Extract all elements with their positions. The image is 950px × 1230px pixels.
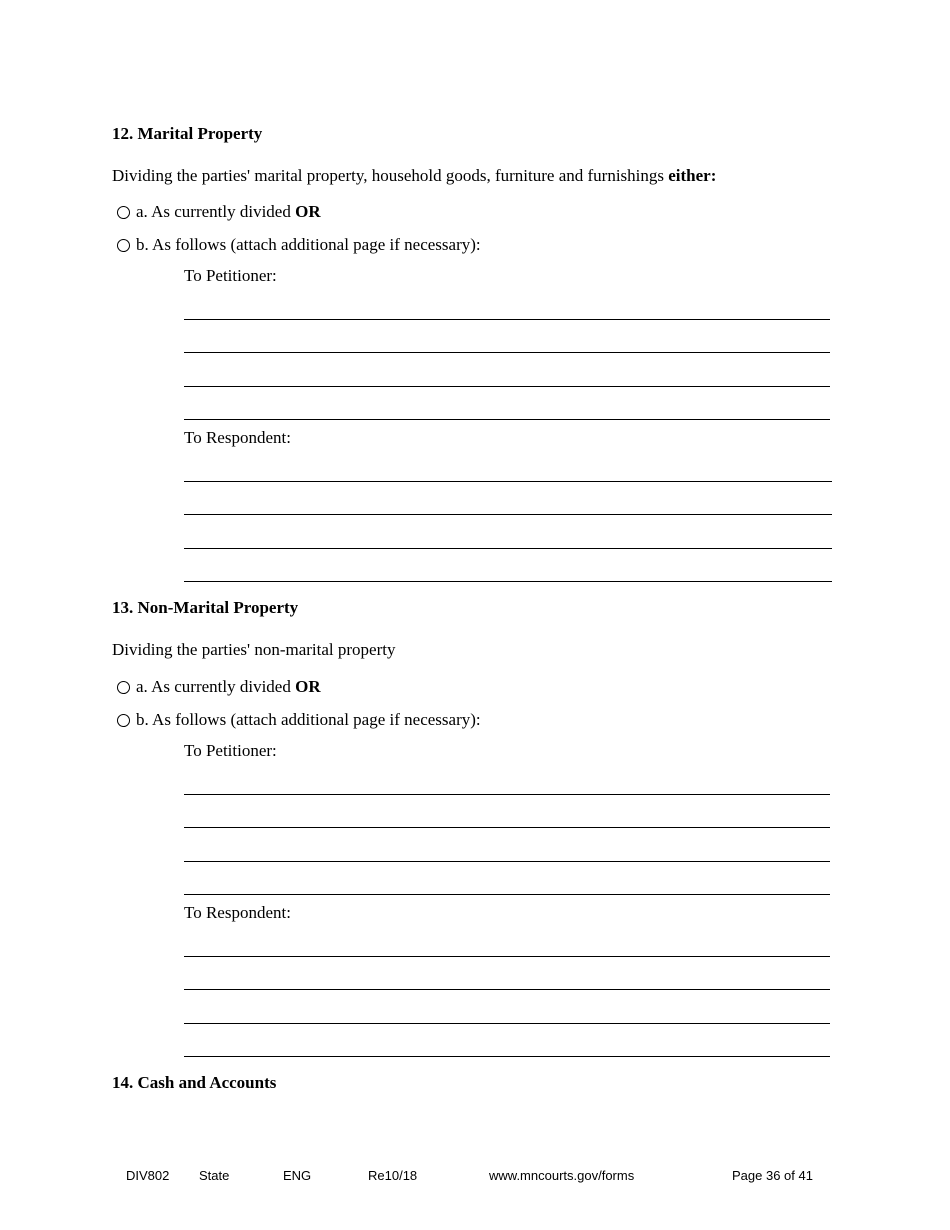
respondent-line-1[interactable] bbox=[184, 956, 830, 957]
footer-url[interactable]: www.mncourts.gov/forms bbox=[489, 1168, 635, 1183]
respondent-line-4[interactable] bbox=[184, 581, 832, 582]
section-12-intro bbox=[112, 166, 716, 186]
respondent-line-3[interactable] bbox=[184, 1023, 830, 1024]
section-13-heading: 13. Non-Marital Property bbox=[112, 598, 299, 617]
footer-page-number: Page 36 of 41 bbox=[732, 1168, 813, 1183]
section-12-option-b[interactable] bbox=[117, 235, 481, 255]
respondent-line-3[interactable] bbox=[184, 548, 832, 549]
radio-button[interactable] bbox=[117, 239, 130, 252]
petitioner-line-1[interactable] bbox=[184, 794, 830, 795]
section-12-petitioner-label: To Petitioner: bbox=[184, 266, 277, 285]
section-12-intro-text: Dividing the parties' marital property, household goods, furniture and furnishings bbox=[112, 166, 669, 185]
footer-revision: Re10/18 bbox=[368, 1168, 418, 1183]
respondent-line-2[interactable] bbox=[184, 514, 832, 515]
section-12-intro-bold: either: bbox=[668, 166, 717, 185]
respondent-line-4[interactable] bbox=[184, 1056, 830, 1057]
radio-button[interactable] bbox=[117, 206, 130, 219]
respondent-line-2[interactable] bbox=[184, 989, 830, 990]
petitioner-line-2[interactable] bbox=[184, 352, 830, 353]
option-a-or: OR bbox=[295, 202, 321, 221]
option-b-label: b. As follows (attach additional page if necessary): bbox=[136, 235, 481, 254]
petitioner-line-4[interactable] bbox=[184, 894, 830, 895]
petitioner-line-1[interactable] bbox=[184, 319, 830, 320]
section-12-respondent-label: To Respondent: bbox=[184, 428, 291, 447]
petitioner-line-3[interactable] bbox=[184, 861, 830, 862]
option-a-or: OR bbox=[295, 677, 321, 696]
radio-button[interactable] bbox=[117, 681, 130, 694]
section-13-option-a[interactable] bbox=[117, 677, 321, 697]
option-b-label: b. As follows (attach additional page if necessary): bbox=[136, 710, 481, 729]
section-13-petitioner-label: To Petitioner: bbox=[184, 741, 277, 760]
radio-button[interactable] bbox=[117, 714, 130, 727]
footer-jurisdiction: State bbox=[199, 1168, 230, 1183]
section-12-option-a[interactable] bbox=[117, 202, 321, 222]
petitioner-line-2[interactable] bbox=[184, 827, 830, 828]
option-a-label: a. As currently divided bbox=[136, 202, 291, 221]
petitioner-line-3[interactable] bbox=[184, 386, 830, 387]
option-a-label: a. As currently divided bbox=[136, 677, 291, 696]
section-13-option-b[interactable] bbox=[117, 710, 481, 730]
section-12-heading: 12. Marital Property bbox=[112, 124, 263, 143]
footer-language: ENG bbox=[283, 1168, 312, 1183]
section-14-heading: 14. Cash and Accounts bbox=[112, 1073, 277, 1092]
respondent-line-1[interactable] bbox=[184, 481, 832, 482]
section-13-respondent-label: To Respondent: bbox=[184, 903, 291, 922]
section-13-intro: Dividing the parties' non-marital property bbox=[112, 640, 396, 659]
footer-form-id: DIV802 bbox=[126, 1168, 170, 1183]
petitioner-line-4[interactable] bbox=[184, 419, 830, 420]
